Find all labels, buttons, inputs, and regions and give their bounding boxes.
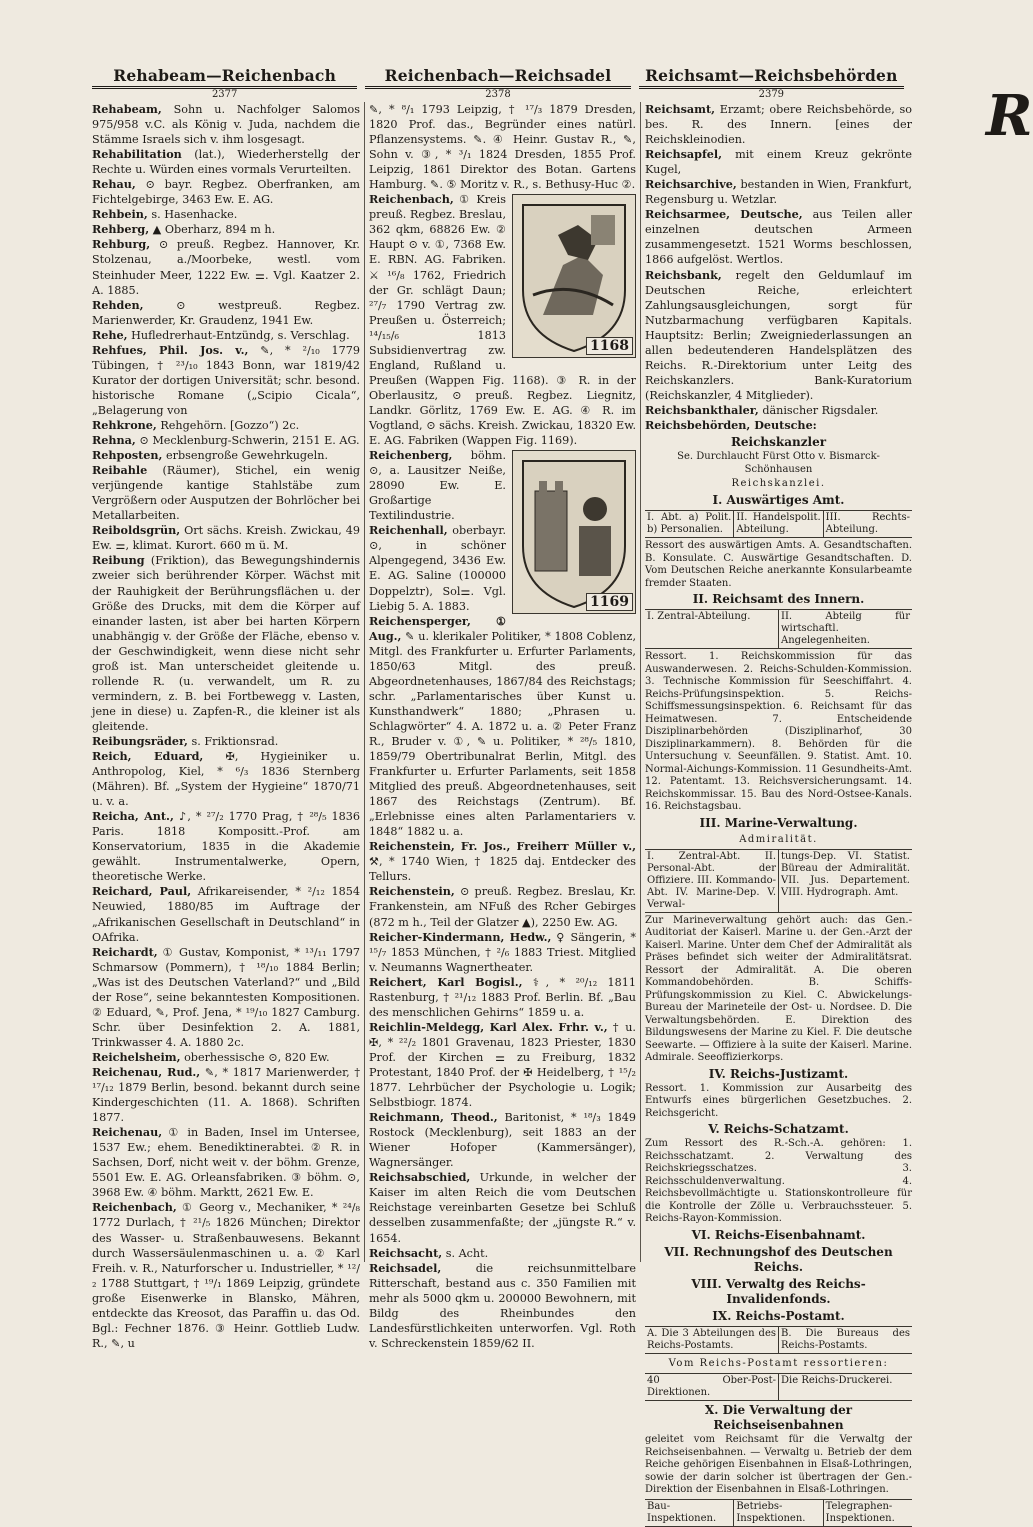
entry-headword: Rehberg, xyxy=(92,222,150,237)
entry-text: ① Kreis preuß. Regbez. Breslau, 362 qkm, 68826 Ew. ② Haupt ⊙ v. ①, 7368 Ew. E. RBN. AG. Fabriken. ⚔ ¹⁶/₈ 1762, Friedrich der Gr. schlägt Daun; ²⁷/₇ 1790 Vertrag zw. Preußen u. Österreich; ¹⁴/₁₅/₆ 1813 Subsidienvertrag zw. England, Rußland u. Preußen (Wappen Fig. 1168). ③ R. in der Oberlausitz, ⊙ preuß. Regbez. Liegnitz, Landkr. Görlitz, 1769 Ew. E. AG. ④ R. im Vogtland, ⊙ sächs. Kreish. Zwickau, 18320 Ew. E. AG. Fabriken (Wappen Fig. 1169). xyxy=(369,193,636,448)
entry xyxy=(369,1170,636,1245)
grid-cell: II. Abteilg für wirtschaftl. Angelegenheiten. xyxy=(778,610,912,648)
entry-text: böhm. ⊙, a. Lausitzer Neiße, 28090 Ew. E. Großartige Textilindustrie. xyxy=(369,449,506,523)
entry-headword: Rehburg, xyxy=(92,237,151,252)
entry-text: mit einem Kreuz gekrönte Kugel, xyxy=(645,148,912,177)
entry-text: Rehgehörn. [Gozzo“) 2c. xyxy=(156,418,300,432)
entry-text: ① Georg v., Mechaniker, * ²⁴/₈ 1772 Durlach, † ²¹/₅ 1826 München; Direktor des Wasser- u. Straßenbauwesens. Bekannt durch Wassersäulenmaschinen u. a. ② Karl Freih. v. R., Naturforscher u. Industrieller, * ¹²/₂ 1788 Stuttgart, † ¹⁹/₁ 1869 Leipzig, gründete große Eisenwerke in Blansko, Mähren, entdeckte das Kreosot, das Paraffin u. das Od. Bgl.: Fechner 1876. ③ Heinr. Gottlieb Ludw. R., ✎, u xyxy=(92,1201,360,1350)
section-text: Ressort des auswärtigen Amts. A. Gesandtschaften. B. Konsulate. C. Auswärtige Gesandtschaften. D. Vom Deutschen Reiche anerkannte Konsularbeamte fremder Staaten. xyxy=(645,540,912,589)
department-grid xyxy=(645,510,912,538)
entry-headword: Rehposten, xyxy=(92,448,163,463)
section-heading: Reichskanzler xyxy=(730,435,827,450)
grid-cell: Betriebs-Inspektionen. xyxy=(733,1500,822,1526)
entry-headword: Reich, Eduard, xyxy=(92,749,204,764)
department-grid xyxy=(645,609,912,649)
entry-headword: Reichensperger, ① Aug., xyxy=(369,613,506,643)
section-subline: Vom Reichs-Postamt ressortieren: xyxy=(668,1358,889,1370)
entry xyxy=(92,1065,360,1125)
entry-text: Sohn u. Nachfolger Salomos 975/958 v.C. als König v. Juda, nachdem die Stämme Israels sich v. ihm losgesagt. xyxy=(92,103,360,147)
entry xyxy=(645,102,912,147)
entry-text: Ort sächs. Kreish. Zwickau, 49 Ew. ⚌, klimat. Kurort. 660 m ü. M. xyxy=(92,524,360,553)
entry xyxy=(92,809,360,884)
entry-text: s. Hasenhacke. xyxy=(147,208,238,222)
grid-cell: II. Handelspolit. Abteilung. xyxy=(733,511,822,537)
section-text: geleitet vom Reichsamt für die Verwaltg der Reichseisenbahnen. — Verwaltg u. Betrieb der dem Reiche gehörigen Eisenbahnen in Elsaß-Lothringen, sowie der darin solcher ist übertragen der Gen.-Direktion der Eisenbahnen in Elsaß-Lothringen. xyxy=(645,1434,912,1496)
column-middle xyxy=(364,102,640,1350)
entry xyxy=(92,553,360,734)
entry-text: (Räumer), Stichel, ein wenig verjüngende kantige Stahlstäbe zum Vergrößern oder Ausputzen der Bohrlöcher bei Metallarbeiten. xyxy=(92,464,360,523)
column-left xyxy=(88,102,364,1350)
entry xyxy=(92,298,360,328)
page-numbers xyxy=(88,86,908,100)
entry-text: ⊙ bayr. Regbez. Oberfranken, am Fichtelgebirge, 3463 Ew. E. AG. xyxy=(92,178,360,207)
entry xyxy=(645,268,912,403)
entry-headword: Reichsadel, xyxy=(369,1260,442,1275)
section-heading: VII. Rechnungshof des Deutschen Reichs. xyxy=(664,1244,893,1274)
entry-text: Erzamt; obere Reichsbehörde, so bes. R. des Innern. [eines der Reichskleinodien. xyxy=(645,103,912,147)
entry-headword: Reiboldsgrün, xyxy=(92,523,181,538)
entry-text: ⚒, * 1740 Wien, † 1825 daj. Entdecker des Tellurs. xyxy=(369,855,636,884)
entry-text: ✎, * 1817 Marienwerder, † ¹⁷/₁₂ 1879 Berlin, besond. bekannt durch seine Kindergeschichten (11. A. 1868). Schriften 1877. xyxy=(92,1066,360,1125)
entry xyxy=(369,1261,636,1351)
entry xyxy=(92,884,360,944)
running-head-right: Reichsamt—Reichsbehörden xyxy=(645,66,898,85)
entry-headword: Reichsamt, xyxy=(645,102,716,116)
grid-cell: Bau-Inspektionen. xyxy=(647,1500,717,1524)
entry-headword: Reibahle xyxy=(92,463,148,478)
entry-headword: Reichenstein, xyxy=(369,884,455,899)
grid-cell: B. Die Bureaus des Reichs-Postamts. xyxy=(778,1327,912,1353)
entry-text: (Friktion), das Bewegungshindernis zweier sich berührender Körper. Wächst mit der Rauhigkeit der Berührungsflächen u. der Größe des Drucks, mit dem die Körper auf einander lasten, ist aber bei harten Körpern unabhängig v. der Größe der Fläche, ebenso v. der Geschwindigkeit, wenn diese nicht sehr groß ist. Man unterscheidet gleitende u. rollende R. (u. verwandelt, um R. zu vermindern, z. B. bei Fortbewegg v. Lasten, jene in diese) u. Zapfen-R., die kleiner ist als gleitende. xyxy=(92,554,360,733)
entry xyxy=(369,192,636,448)
section-text: Zur Marineverwaltung gehört auch: das Gen.-Auditoriat der Kaiserl. Marine u. der Gen.-Arzt der Kaiserl. Marine. Unter dem Chef der Admiralität als Präses befindet sich weiter der Admiralitätsrat. Ressort der Admiralität. A. Die oberen Kommandobehörden. B. Schiffs-Prüfungskommission zu Kiel. C. Abwickelungs-Bureau der Marineteile der Ost- u. Nordsee. D. Die Verwaltungsbehörden. E. Direktion des Bildungswesens der Marine zu Kiel. F. Die deutsche Seewarte. — Offiziere à la suite der Kaiserl. Marine. Admirale. Seeoffizierkorps. xyxy=(645,914,912,1064)
entry xyxy=(369,884,636,929)
section-heading: IV. Reichs-Justizamt. xyxy=(708,1066,849,1081)
dictionary-page xyxy=(88,52,1033,1524)
entry xyxy=(92,102,360,147)
section-subline: Se. Durchlaucht Fürst Otto v. Bismarck-Schönhausen xyxy=(677,451,880,475)
entry-text: Hufledrerhaut-Entzündg, s. Verschlag. xyxy=(127,328,350,342)
entry xyxy=(92,523,360,553)
entry-headword: Reibung xyxy=(92,553,145,568)
entry xyxy=(369,839,636,884)
entry-headword: Reichenhall, xyxy=(369,523,448,538)
section-heading: IX. Reichs-Postamt. xyxy=(712,1309,845,1324)
entry xyxy=(92,749,360,809)
figure-number: 1169 xyxy=(586,593,633,611)
department-grid xyxy=(645,1373,912,1401)
department-grid xyxy=(645,1499,912,1527)
section-text: Ressort. 1. Kommission zur Ausarbeitg des Entwurfs eines bürgerlichen Gesetzbuches. 2. Reichsgericht. xyxy=(645,1082,912,1119)
entry-headword: Rehbein, xyxy=(92,207,148,222)
page-number: 2379 xyxy=(639,86,904,100)
entry-headword: Reichert, Karl Bogisl., xyxy=(369,974,523,989)
entry-text: ✎ u. klerikaler Politiker, * 1808 Coblenz, Mitgl. des Frankfurter u. Erfurter Parlaments, 1850/63 Mitgl. des preuß. Abgeordnetenhauses, 1867/84 des Reichstags; schr. „Parlamentarisches über Kunst u. Kunsthandwerk“ 1880; „Phrasen u. Schlagwörter“ 4. A. 1872 u. a. ② Peter Franz R., Bruder v. ①, ✎ u. Politiker, * ²⁸/₅ 1810, 1859/79 Obertribunalrat Berlin, Mitgl. des Frankfurter u. Erfurter Parlaments, seit 1858 Mitglied des preuß. Abgeordnetenhauses, seit 1867 des Reichstags (Zentrum). Bf. „Erlebnisse eines alten Parlamentariers v. 1848“ 1882 u. a. xyxy=(369,629,636,839)
entry xyxy=(92,207,360,222)
page-number: 2377 xyxy=(92,86,357,100)
entry xyxy=(369,930,636,975)
section-text: Zum Ressort des R.-Sch.-A. gehören: 1. Reichsschatzamt. 2. Verwaltung des Reichskriegsschatzes. 3. Reichsschuldenverwaltung. 4. Reichsbevollmächtigte u. Stationskontrolleure für die Kontrolle der Zölle u. Verbrauchssteuer. 5. Reichs-Rayon-Kommission. xyxy=(645,1138,912,1225)
entry-text: oberhessische ⊙, 820 Ew. xyxy=(180,1050,330,1064)
entry-text: ✠, Hygieiniker u. Anthropolog, Kiel, * ⁶/₃ 1836 Sternberg (Mähren). Bf. „System der Hygieine“ 1870/71 u. v. a. xyxy=(92,750,361,809)
entry-headword: Reichenbach, xyxy=(92,1200,177,1215)
section-heading: V. Reichs-Schatzamt. xyxy=(708,1122,849,1137)
entry-text: ⊙ westpreuß. Regbez. Marienwerder, Kr. Graudenz, 1941 Ew. xyxy=(92,298,360,327)
entry-text: (lat.), Wiederherstellg der Rechte u. Würden eines vormals Verurteilten. xyxy=(92,148,360,177)
section-heading: VI. Reichs-Eisenbahnamt. xyxy=(691,1227,866,1242)
column-right xyxy=(640,102,916,1524)
entry-text: ⚕, * ²⁰/₁₂ 1811 Rastenburg, † ²¹/₁₂ 1883 Prof. Berlin. Bf. „Bau des menschlichen Gehirns“ 1859 u. a. xyxy=(369,975,636,1019)
running-head-middle: Reichenbach—Reichsadel xyxy=(384,66,612,85)
page-number: 2378 xyxy=(365,86,630,100)
entry-text: ① in Baden, Insel im Untersee, 1537 Ew.; ehem. Benediktinerabtei. ② R. in Sachsen, Dorf, nicht weit v. der böhm. Grenze, 5501 Ew. E. AG. Orleansfabriken. ③ böhm. ⊙, 3968 Ew. ④ böhm. Marktt, 2621 Ew. E. xyxy=(92,1126,360,1200)
entry-text: erbsengroße Gewehrkugeln. xyxy=(162,449,329,463)
entry xyxy=(92,418,360,433)
entry xyxy=(369,1246,636,1261)
entry xyxy=(92,734,360,749)
running-head-left: Rehabeam—Reichenbach xyxy=(113,66,337,85)
entry-headword: Reichardt, xyxy=(92,944,158,959)
entry xyxy=(92,1125,360,1200)
entry-text: ⊙ preuß. Regbez. Breslau, Kr. Frankenstein, am NFuß des Rcher Gebirges (872 m h., Teil der Glatzer ▲), 2250 Ew. AG. xyxy=(369,885,636,929)
entry-headword: Reichmann, Theod., xyxy=(369,1110,498,1125)
entry-text: s. Friktionsrad. xyxy=(187,734,279,748)
entry-headword: Reichlin-Meldegg, Karl Alex. Frhr. v., xyxy=(369,1019,608,1034)
entry-headword: Reichsabschied, xyxy=(369,1170,471,1185)
entry xyxy=(92,1200,360,1350)
entry-headword: Rehkrone, xyxy=(92,417,157,432)
thumb-index-letter: R xyxy=(986,83,1033,149)
columns xyxy=(88,102,946,1524)
section-heading: I. Auswärtiges Amt. xyxy=(712,493,845,508)
entry-headword: Reichenbach, xyxy=(369,192,454,207)
entry-headword: Rehna, xyxy=(92,433,136,448)
entry-headword: Reichenau, xyxy=(92,1125,163,1140)
grid-cell: tungs-Dep. VI. Statist. Büreau der Admiralität. VII. Jus. Departement. VIII. Hydrograph. Amt. xyxy=(778,850,912,912)
entry xyxy=(369,614,636,840)
entry-headword: Reichsarmee, Deutsche, xyxy=(645,207,803,222)
entry-headword: Reichenau, Rud., xyxy=(92,1065,201,1079)
entry xyxy=(369,1110,636,1170)
entry xyxy=(92,177,360,207)
entry-headword: Reichenstein, Fr. Jos., Freiherr Müller v., xyxy=(369,839,636,854)
entry-headword: Rehau, xyxy=(92,177,136,192)
section-heading: VIII. Verwaltg des Reichs-Invalidenfonds. xyxy=(691,1277,866,1307)
entry-text: ① Gustav, Komponist, * ¹³/₁₁ 1797 Schmarsow (Pommern), † ¹⁸/₁₀ 1884 Berlin; „Was ist des Deutschen Vaterland?“ und „Bild der Rose“, seine bekanntesten Kompositionen. ② Eduard, ✎, Prof. Jena, * ¹⁹/₁₀ 1827 Camburg. Schr. über Desinfektion 2. A. 1881, Trinkwasser 4. A. 1880 2c. xyxy=(92,945,360,1049)
grid-cell: III. Rechts-Abteilung. xyxy=(823,511,912,537)
entry-text: Baritonist, * ¹⁸/₃ 1849 Rostock (Mecklenburg), seit 1883 an der Wiener Hofoper (Kammersänger), Wagnersänger. xyxy=(369,1111,637,1170)
entry-headword: Reichenberg, xyxy=(369,448,453,463)
section-subline: Admiralität. xyxy=(739,833,818,845)
entry-text: ▲ Oberharz, 894 m h. xyxy=(149,223,276,237)
entry xyxy=(369,975,636,1020)
grid-cell: I. Zentral-Abt. II. Personal-Abt. der Offiziere. III. Kommando-Abt. IV. Marine-Dep. V. Verwal- xyxy=(647,850,776,910)
entry-text: ⊙ preuß. Regbez. Hannover, Kr. Stolzenau, a./Moorbeke, westl. vom Steinhuder Meer, 1222 Ew. ⚌. Vgl. Kaatzer 2. A. 1885. xyxy=(92,238,360,297)
grid-cell: I. Abt. a) Polit. b) Personalien. xyxy=(647,512,732,536)
entry xyxy=(645,177,912,207)
entry-headword: Rehden, xyxy=(92,297,144,312)
entry-headword: Reichelsheim, xyxy=(92,1049,181,1064)
entry-text: dänischer Rigsdaler. xyxy=(758,403,879,417)
entry xyxy=(92,448,360,463)
entry-headword: Reichsbehörden, Deutsche: xyxy=(645,417,817,432)
entry-headword: Rehe, xyxy=(92,327,128,342)
entry-text: bestanden in Wien, Frankfurt, Regensburg u. Wetzlar. xyxy=(645,178,912,207)
running-heads xyxy=(88,66,908,85)
department-grid xyxy=(645,1326,912,1354)
entry-continuation: ✎, * ⁸/₁ 1793 Leipzig, † ¹⁷/₃ 1879 Dresden, 1820 Prof. das., Begründer eines natürl. Pflanzensystems. ✎. ④ Heinr. Gustav R., ✎, Sohn v. ③, * ³/₁ 1824 Dresden, 1855 Prof. Leipzig, 1861 Direktor des Botan. Gartens Hamburg. ✎. ⑤ Moritz v. R., s. Bethusy-Huc ②. xyxy=(369,103,636,192)
entry-headword: Rehabeam, xyxy=(92,102,162,116)
entry xyxy=(92,147,360,177)
entry-headword: Rehabilitation xyxy=(92,147,182,162)
entry-text: s. Acht. xyxy=(442,1246,489,1260)
grid-cell: A. Die 3 Abteilungen des Reichs-Postamts. xyxy=(647,1328,776,1352)
entry-text: Urkunde, in welcher der Kaiser im alten Reich die vom Deutschen Reichstage vereinbarten Gesetze bei Schluß desselben zusammenfaßte; der „jüngste R.“ v. 1654. xyxy=(369,1171,636,1245)
figure-number: 1168 xyxy=(586,337,633,355)
entry-text: regelt den Geldumlauf im Deutschen Reiche, erleichtert Zahlungsausgleichungen, sorgt für Nutzbarmachung verfügbaren Kapitals. Hauptsitz: Berlin; Zweigniederlassungen an allen bedeutenderen Handelsplätzen des Reichs. R.-Direktorium unter Leitg des Reichskanzlers. Bank-Kuratorium (Reichskanzler, 4 Mitglieder). xyxy=(645,268,912,402)
coat-of-arms-figure xyxy=(512,194,636,358)
entry-headword: Reichsbankthaler, xyxy=(645,402,759,417)
coat-of-arms-vogtland-icon xyxy=(513,451,635,613)
section-subline: Reichskanzlei. xyxy=(731,478,826,490)
entry xyxy=(92,1050,360,1065)
entry-text: Afrikareisender, * ²/₁₂ 1854 Neuwied, 1880/85 im Auftrage der „Afrikanischen Gesellschaft in Deutschland“ in OAfrika. xyxy=(92,885,360,944)
entry xyxy=(645,418,912,433)
entry-text: ✎, * ²/₁₀ 1779 Tübingen, † ²³/₁₀ 1843 Bonn, war 1819/42 Kurator der dortigen Universität; schr. besond. historische Romane („Scipio Cicala“, „Belagerung von xyxy=(92,343,360,417)
entry-text: ⊙ Mecklenburg-Schwerin, 2151 E. AG. xyxy=(135,434,360,448)
coat-of-arms-figure xyxy=(512,450,636,614)
entry-headword: Reicha, Ant., xyxy=(92,809,174,824)
section-heading: II. Reichsamt des Innern. xyxy=(692,592,865,607)
entry-text: die reichsunmittelbare Ritterschaft, bestand aus c. 350 Familien mit mehr als 5000 qkm u. 200000 Bewohnern, mit Bildg des Rheinbundes den Landesfürstlichkeiten unterworfen. Vgl. Roth v. Schreckenstein 1859/62 II. xyxy=(369,1261,636,1350)
grid-cell: Telegraphen-Inspektionen. xyxy=(823,1500,912,1526)
grid-cell: 40 Ober-Post-Direktionen. xyxy=(647,1375,776,1399)
entry-headword: Rehfues, Phil. Jos. v., xyxy=(92,342,249,357)
section-text: Ressort. 1. Reichskommission für das Auswanderwesen. 2. Reichs-Schulden-Kommission. 3. Technische Kommission für Seeschiffahrt. 4. Reichs-Prüfungsinspektion. 5. Reichs-Schiffsmessungsinspektion. 6. Reichsamt für das Heimatwesen. 7. Entscheidende Disziplinarbehörden (Disziplinarhof, 30 Disziplinarkammern). 8. Behörden für die Untersuchung v. Seeunfällen. 9. Statist. Amt. 10. Normal-Aichungs-Kommission. 11 Gesundheits-Amt. 12. Patentamt. 13. Reichsversicherungsamt. 14. Reichskommissar. 15. Bau des Nord-Ostsee-Kanals. 16. Reichstagsbau. xyxy=(645,651,912,813)
entry-text: ♀ Sängerin, * ¹⁵/₇ 1853 München, † ²/₆ 1883 Triest. Mitglied v. Neumanns Wagnertheater. xyxy=(369,930,636,974)
entry xyxy=(92,237,360,297)
entry-headword: Reichsbank, xyxy=(645,267,722,282)
entry-headword: Reichard, Paul, xyxy=(92,884,192,899)
entry xyxy=(645,207,912,267)
grid-cell: Die Reichs-Druckerei. xyxy=(778,1374,912,1400)
coat-of-arms-reichenbach-icon xyxy=(513,195,635,357)
entry-headword: Reichsacht, xyxy=(369,1245,443,1260)
entry xyxy=(92,433,360,448)
entry xyxy=(369,1020,636,1110)
entry-headword: Reicher-Kindermann, Hedw., xyxy=(369,929,552,944)
entry-text: oberbayr. ⊙, in schöner Alpengegend, 3436 Ew. E. AG. Saline (100000 Doppelztr), Sol⚌. Vgl. Liebig 5. A. 1883. xyxy=(369,524,506,613)
grid-cell: I. Zentral-Abteilung. xyxy=(647,611,751,623)
section-heading: X. Die Verwaltung der Reichseisenbahnen xyxy=(704,1403,853,1433)
entry xyxy=(92,343,360,418)
entry xyxy=(645,147,912,177)
entry-text: aus Teilen aller einzelnen deutschen Armeen zusammengesetzt. 1521 Worms beschlossen, 1866 aufgelöst. Wertlos. xyxy=(645,208,912,267)
entry-text: † u. ✠, * ²²/₂ 1801 Gravenau, 1823 Priester, 1830 Prof. der Kirchen ⚌ zu Freiburg, 1832 Protestant, 1840 Prof. der ✠ Heidelberg, † ¹⁵/₂ 1877. Lehrbücher der Psychologie u. Logik; Selbstbiogr. 1874. xyxy=(369,1020,636,1110)
entry-headword: Reichsapfel, xyxy=(645,147,723,162)
entry-headword: Reichsarchive, xyxy=(645,177,737,192)
entry-text: ♪, * ²⁷/₂ 1770 Prag, † ²⁸/₅ 1836 Paris. 1818 Kompositt.-Prof. am Konservatorium, 1835 in die Akademie gewählt. Instrumentalwerke, Opern, theoretische Werke. xyxy=(92,810,360,884)
entry-headword: Reibungsräder, xyxy=(92,733,188,748)
entry xyxy=(92,463,360,523)
entry xyxy=(645,403,912,418)
department-grid xyxy=(645,849,912,913)
entry xyxy=(92,328,360,343)
entry xyxy=(92,945,360,1050)
entry xyxy=(92,222,360,237)
section-heading: III. Marine-Verwaltung. xyxy=(699,815,858,830)
